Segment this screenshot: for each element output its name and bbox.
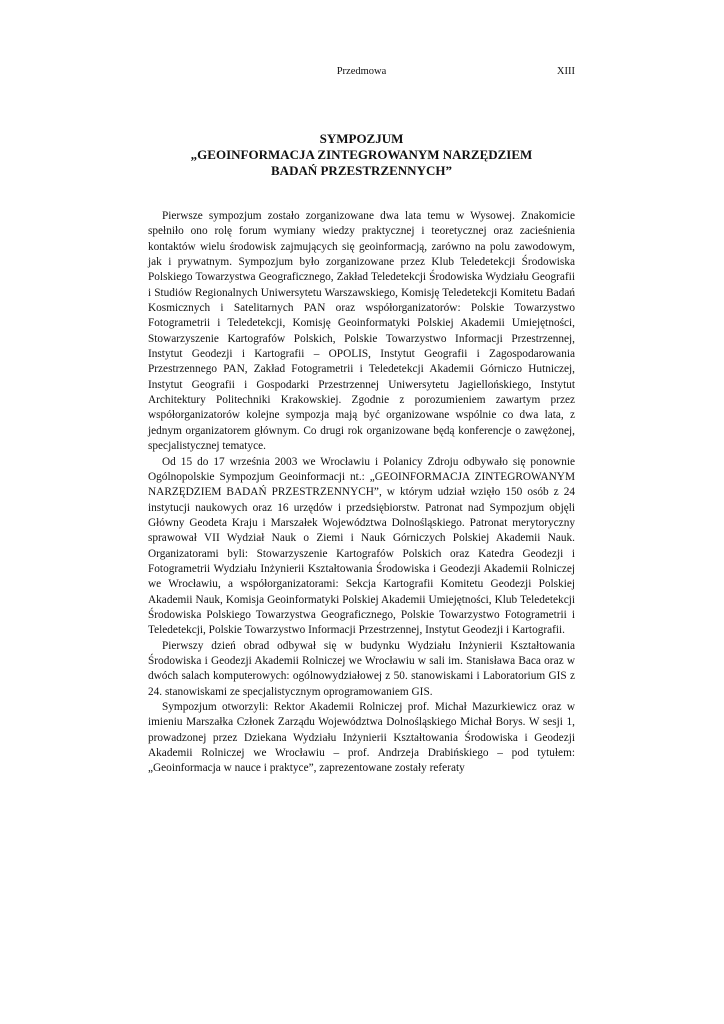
running-header bbox=[148, 66, 575, 80]
paragraph-4: Sympozjum otworzyli: Rektor Akademii Rolniczej prof. Michał Mazurkiewicz oraz w imieniu Marszałka Członek Zarządu Województwa Dolnośląskiego Michał Borys. W sesji 1, prowadzonej przez Dziekana Wydziału Inżynierii Kształtowania Środowiska i Geodezji Akademii Rolniczej we Wrocławiu – prof. Andrzeja Drabińskiego – pod tytułem: „Geoinformacja w nauce i praktyce”, zaprezentowane zostały referaty bbox=[148, 701, 575, 775]
paragraph-3: Pierwszy dzień obrad odbywał się w budynku Wydziału Inżynierii Kształtowania Środowiska i Geodezji Akademii Rolniczej we Wrocławiu w sali im. Stanisława Baca oraz w dwóch salach komputerowych: ogólnowydziałowej z 50. stanowiskami i Laboratorium GIS z 24. stanowiskami ze specjalistycznym oprogramowaniem GIS. bbox=[148, 639, 575, 698]
running-header-section: Przedmowa bbox=[336, 66, 387, 77]
page-number: XIII bbox=[556, 66, 575, 77]
title-line-3: BADAŃ PRZESTRZENNYCH” bbox=[271, 163, 452, 178]
article-title bbox=[148, 131, 575, 179]
title-line-2: „GEOINFORMACJA ZINTEGROWANYM NARZĘDZIEM bbox=[190, 147, 533, 162]
title-line-1: SYMPOZJUM bbox=[319, 131, 404, 146]
paragraph-2: Od 15 do 17 września 2003 we Wrocławiu i Polanicy Zdroju odbywało się ponownie Ogólnopolskie Sympozjum Geoinformacji nt.: „GEOINFORMACJA ZINTEGROWANYM NARZĘDZIEM BADAŃ PRZESTRZENNYCH”, w którym udział wzięło 150 osób z 24 instytucji naukowych oraz 16 urzędów i przedsiębiorstw. Patronat nad Sympozjum objęli Główny Geodeta Kraju i Marszałek Województwa Dolnośląskiego. Patronat merytoryczny sprawował VII Wydział Nauk o Ziemi i Nauk Górniczych Polskiej Akademii Nauk. Organizatorami byli: Stowarzyszenie Kartografów Polskich oraz Katedra Geodezji i Fotogrametrii Wydziału Inżynierii Kształtowania Środowiska i Geodezji Akademii Rolniczej we Wrocławiu, a współorganizatorami: Sekcja Kartografii Komitetu Geodezji Polskiej Akademii Nauk, Komisja Geoinformatyki Polskiej Akademii Umiejętności, Klub Teledetekcji Środowiska Polskiego Towarzystwa Geograficznego, Polskie Towarzystwo Fotogrametrii i Teledetekcji, Polskie Towarzystwo Informacji Przestrzennej, Instytut Geodezji i Kartografii. bbox=[148, 455, 575, 637]
article-body bbox=[148, 209, 575, 777]
paragraph-1: Pierwsze sympozjum zostało zorganizowane dwa lata temu w Wysowej. Znakomicie spełniło ono rolę forum wymiany wiedzy praktycznej i teoretycznej oraz zacieśnienia kontaktów wielu środowisk zajmujących się geoinformacją, zarówno na polu zawodowym, jak i prywatnym. Sympozjum było zorganizowane przez Klub Teledetekcji Środowiska Polskiego Towarzystwa Geograficznego, Zakład Teledetekcji Środowiska Wydziału Geografii i Studiów Regionalnych Uniwersytetu Warszawskiego, Komisję Teledetekcji Komitetu Badań Kosmicznych i Satelitarnych PAN oraz współorganizatorów: Polskie Towarzystwo Fotogrametrii i Teledetekcji, Komisję Geoinformatyki Polskiej Akademii Umiejętności, Stowarzyszenie Kartografów Polskich, Polskie Towarzystwo Informacji Przestrzennej, Instytut Geodezji i Kartografii – OPOLIS, Instytut Geografii i Zagospodarowania Przestrzennego PAN, Zakład Fotogrametrii i Teledetekcji Akademii Górniczo Hutniczej, Instytut Geografii i Gospodarki Przestrzennej Uniwersytetu Jagiellońskiego, Instytut Architektury Politechniki Krakowskiej. Zgodnie z porozumieniem zawartym przez współorganizatorów kolejne sympozja mają być organizowane wspólnie co dwa lata, z jednym organizatorem głównym. Co drugi rok organizowane będą konferencje o zawężonej, specjalistycznej tematyce. bbox=[148, 210, 575, 453]
